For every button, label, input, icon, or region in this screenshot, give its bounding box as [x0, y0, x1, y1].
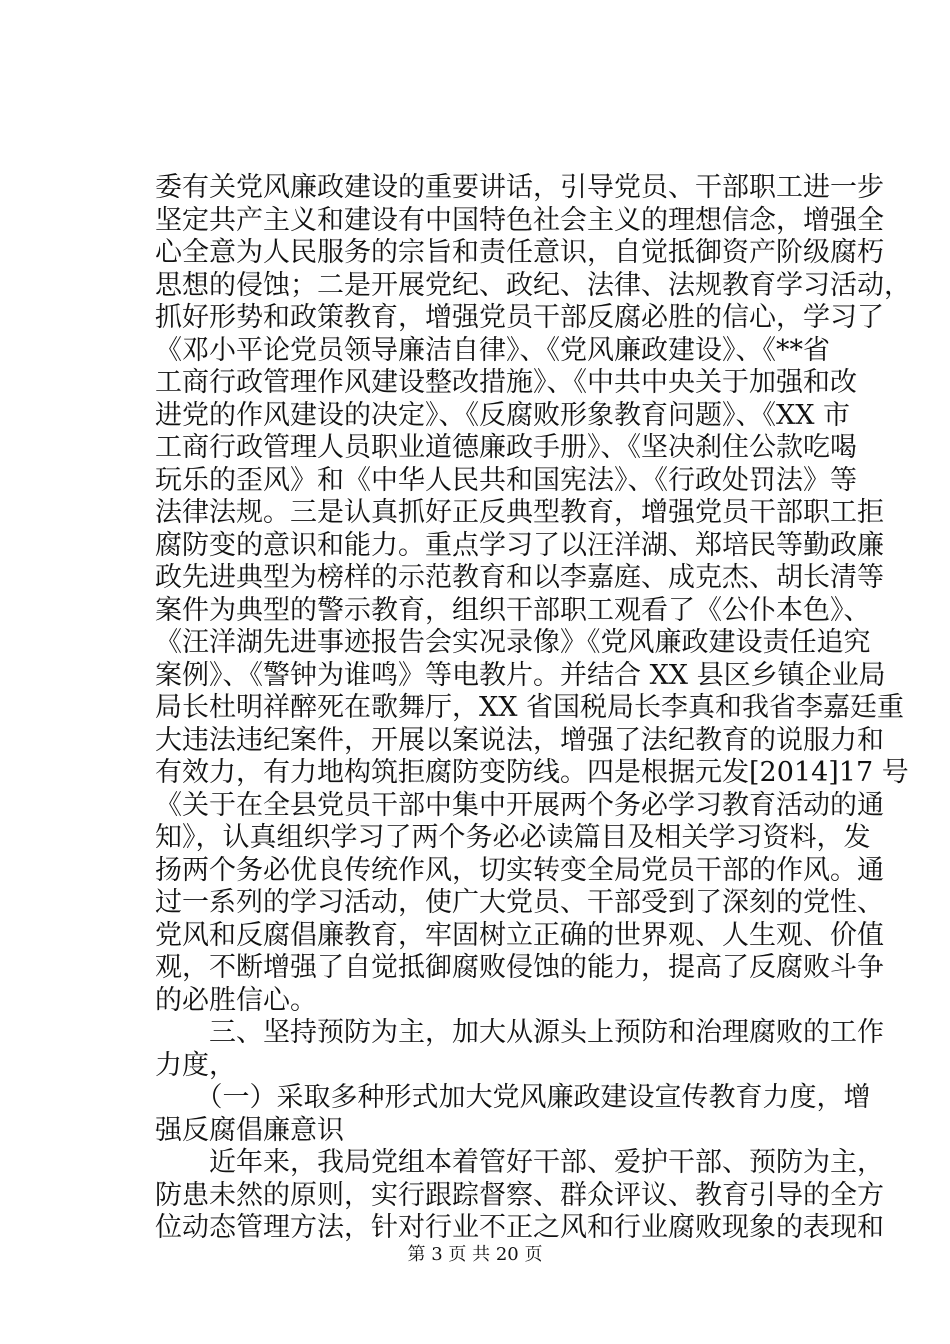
text-line: 防患未然的原则，实行跟踪督察、群众评议、教育引导的全方: [155, 1179, 884, 1211]
text-line: 力度，: [155, 1049, 236, 1081]
text-line: 工商行政管理作风建设整改措施》、《中共中央关于加强和改: [155, 367, 857, 398]
text-line: 心全意为人民服务的宗旨和责任意识，自觉抵御资产阶级腐朽: [155, 237, 884, 268]
text-line: 政先进典型为榜样的示范教育和以李嘉庭、成克杰、胡长清等: [155, 562, 884, 593]
text-line: 知》，认真组织学习了两个务必必读篇目及相关学习资料，发: [155, 822, 871, 853]
text-line: 进党的作风建设的决定》、《反腐败形象教育问题》、《XX 市: [155, 399, 851, 431]
text-line: 近年来，我局党组本着管好干部、爱护干部、预防为主，: [155, 1147, 884, 1178]
page-footer: 第 3 页 共 20 页: [407, 1244, 543, 1265]
text-line: 工商行政管理人员职业道德廉政手册》、《坚决刹住公款吃喝: [155, 432, 857, 463]
text-line: 玩乐的歪风》和《中华人民共和国宪法》、《行政处罚法》等: [155, 464, 857, 496]
text-line: 《邓小平论党员领导廉洁自律》、《党风廉政建设》、《**省: [155, 334, 830, 366]
text-line: 《关于在全县党员干部中集中开展两个务必学习教育活动的通: [155, 789, 884, 821]
text-line: （一）采取多种形式加大党风廉政建设宣传教育力度，增: [155, 1082, 871, 1113]
text-line: 案件为典型的警示教育，组织干部职工观看了《公仆本色》、: [155, 594, 871, 626]
text-line: 坚定共产主义和建设有中国特色社会主义的理想信念，增强全: [155, 204, 884, 236]
text-line: 三、坚持预防为主，加大从源头上预防和治理腐败的工作: [155, 1017, 884, 1048]
text-line: 案例》、《警钟为谁鸣》等电教片。并结合 XX 县区乡镇企业局: [155, 659, 886, 691]
text-line: 扬两个务必优良传统作风，切实转变全局党员干部的作风。通: [155, 854, 884, 886]
text-line: 的必胜信心。: [155, 984, 317, 1016]
text-line: 《汪洋湖先进事迹报告会实况录像》《党风廉政建设责任追究: [155, 627, 871, 658]
text-line: 位动态管理方法，针对行业不正之风和行业腐败现象的表现和: [155, 1212, 884, 1243]
text-line: 法律法规。三是认真抓好正反典型教育，增强党员干部职工拒: [155, 497, 884, 528]
text-line: 思想的侵蚀；二是开展党纪、政纪、法律、法规教育学习活动，: [155, 269, 911, 301]
text-line: 党风和反腐倡廉教育，牢固树立正确的世界观、人生观、价值: [155, 919, 884, 951]
text-line: 强反腐倡廉意识: [155, 1114, 344, 1146]
text-line: 抓好形势和政策教育，增强党员干部反腐必胜的信心，学习了: [155, 302, 884, 333]
text-line: 大违法违纪案件，开展以案说法，增强了法纪教育的说服力和: [155, 724, 884, 756]
text-line: 有效力，有力地构筑拒腐防变防线。四是根据元发[2014]17 号: [155, 757, 909, 788]
text-line: 观，不断增强了自觉抵御腐败侵蚀的能力，提高了反腐败斗争: [155, 952, 884, 983]
text-line: 腐防变的意识和能力。重点学习了以汪洋湖、郑培民等勤政廉: [155, 529, 884, 561]
body-text: [155, 172, 911, 1245]
text-line: 委有关党风廉政建设的重要讲话，引导党员、干部职工进一步: [155, 172, 884, 203]
text-line: 局长杜明祥醉死在歌舞厅，XX 省国税局长李真和我省李嘉廷重: [155, 692, 905, 723]
text-line: 过一系列的学习活动，使广大党员、干部受到了深刻的党性、: [155, 887, 884, 918]
